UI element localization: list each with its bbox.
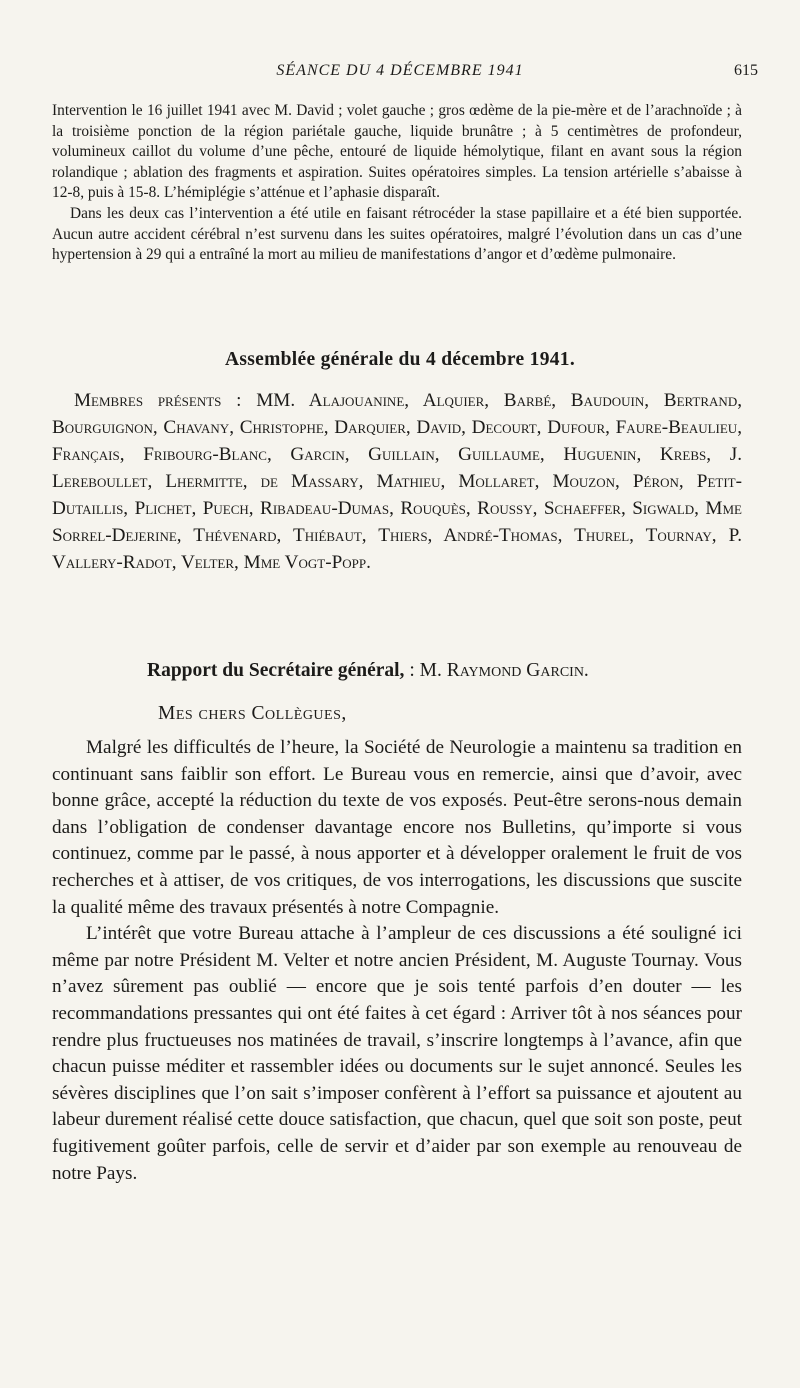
report-title: Rapport du Secrétaire général, — [147, 660, 405, 681]
assembly-heading: Assemblée générale du 4 décembre 1941. — [224, 349, 576, 370]
page-number: 615 — [734, 62, 758, 79]
report-heading — [147, 660, 589, 682]
salutation: Mes chers Collègues, — [158, 703, 347, 724]
case-report-continuation — [52, 101, 742, 266]
running-head — [0, 62, 800, 86]
case-paragraph: Intervention le 16 juillet 1941 avec M. David ; volet gauche ; gros œdème de la pie-mère et de l’arachnoïde ; à la troisième ponction de la région pariétale gauche, liquide brunâtre ; à 5 centimètres de profondeur, volumineux caillot du volume d’une pêche, entouré de liquide hémolytique, filant en avant sous la région rolandique ; ablation des fragments et aspiration. Suites opératoires simples. La tension artérielle s’abaisse à 12-8, puis à 15-8. L’hémiplégie s’atténue et l’aphasie disparaît. — [52, 102, 742, 202]
conclusion-paragraph: Dans les deux cas l’intervention a été utile en faisant rétrocéder la stase papillaire et a été bien supportée. Aucun autre accident cérébral n’est survenu dans les suites opératoires, malgré l’évolution dans un cas d’une hypertension à 29 qui a entraîné la mort au milieu de manifestations d’angor et d’œdème pulmonaire. — [52, 204, 742, 264]
report-paragraph: Malgré les difficultés de l’heure, la Société de Neurologie a maintenu sa tradition en continuant sans faiblir son effort. Le Bureau vous en remercie, ainsi que d’avoir, avec bonne grâce, accepté la réduction du texte de vos exposés. Peut-être serons-nous demain dans l’obligation de condenser davantage encore nos Bulletins, qu’importe si vous continuez, comme par le passé, à nous apporter et à développer oralement le fruit de vos recherches et à attiser, de vos critiques, de vos interrogations, les discussions que suscite la qualité même des travaux présentés à notre Compagnie. — [52, 737, 742, 918]
running-title: SÉANCE DU 4 DÉCEMBRE 1941 — [276, 62, 524, 79]
report-author: : M. Raymond Garcin. — [409, 660, 589, 681]
report-paragraph: L’intérêt que votre Bureau attache à l’ampleur de ces discussions a été souligné ici même par notre Président M. Velter et notre ancien Président, M. Auguste Tournay. Vous n’avez sûrement pas oublié — encore que je sois tenté parfois d’en douter — les recommandations pressantes qui ont été faites à cet égard : Arriver tôt à nos séances pour rendre plus fructueuses nos matinées de travail, s’inscrire longtemps à l’avance, afin que chacun puisse méditer et rassembler idées ou documents sur le sujet annoncé. Seules les sévères disciplines que l’on sait s’imposer confèrent à l’effort sa puissance et ajoutent au labeur durement réalisé cette douce satisfaction, que chacun, quel que soit son poste, peut fugitivement goûter parfois, celle de servir et d’aider par son exemple au renouveau de notre Pays. — [52, 923, 742, 1184]
report-body — [52, 735, 742, 1187]
members-present: Membres présents : MM. Alajouanine, Alquier, Barbé, Baudouin, Bertrand, Bourguignon, Chavany, Christophe, Darquier, David, Decourt, Dufour, Faure-Beaulieu, Français, Fribourg-Blanc, Garcin, Guillain, Guillaume, Huguenin, Krebs, J. Lereboullet, Lhermitte, de Massary, Mathieu, Mollaret, Mouzon, Péron, Petit-Dutaillis, Plichet, Puech, Ribadeau-Dumas, Rouquès, Roussy, Schaeffer, Sigwald, Mme Sorrel-Dejerine, Thévenard, Thiébaut, Thiers, André-Thomas, Thurel, Tournay, P. Vallery-Radot, Velter, Mme Vogt-Popp. — [52, 390, 742, 573]
